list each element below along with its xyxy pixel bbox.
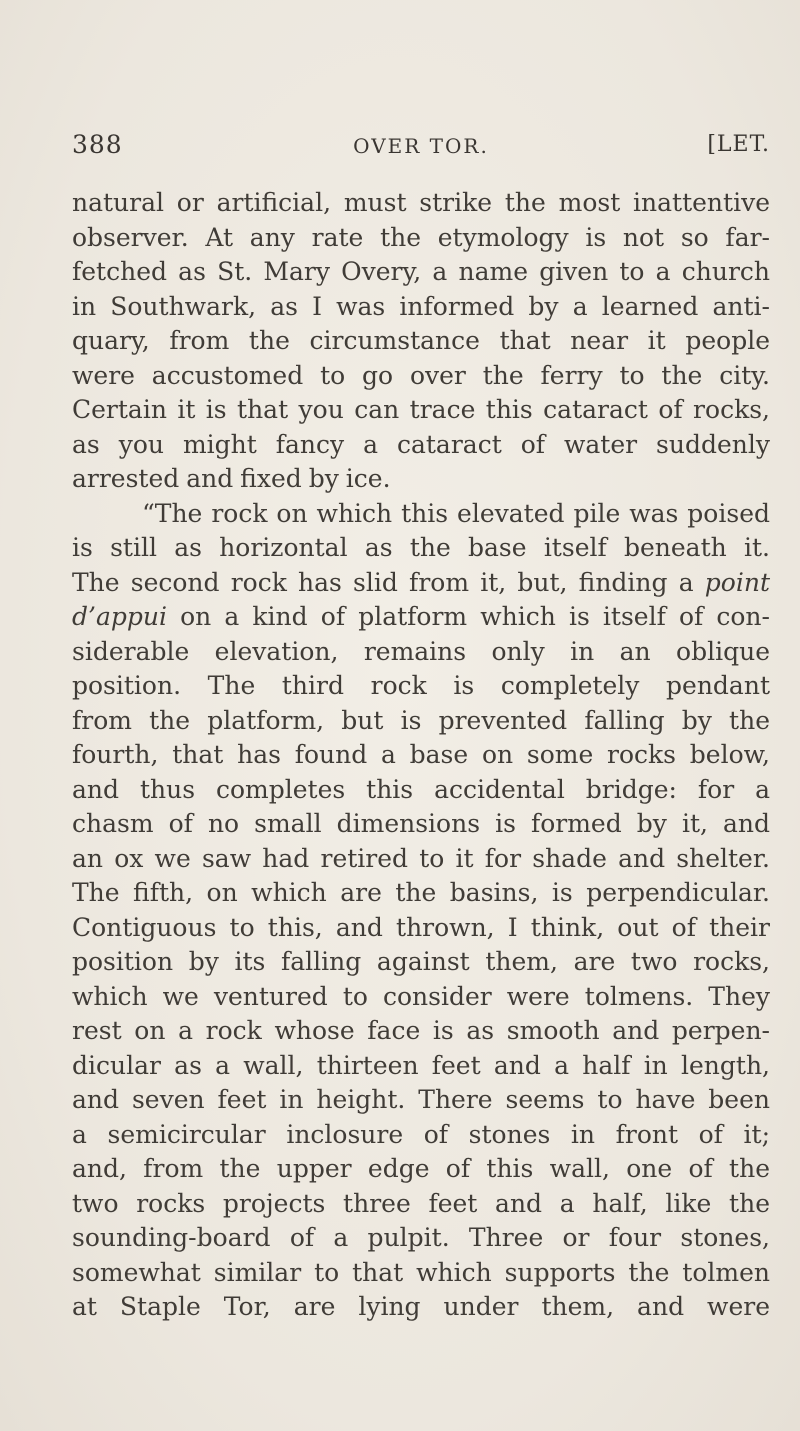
text-line: position. The third rock is completely pendant xyxy=(72,671,770,700)
text-line: is still as horizontal as the base itself beneath it. xyxy=(72,533,770,562)
text-line: The fifth, on which are the basins, is perpendicular. xyxy=(72,878,770,907)
running-head xyxy=(72,130,770,170)
text-line: from the platform, but is prevented falling by the xyxy=(72,705,770,735)
text-line: position by its falling against them, are two rocks, xyxy=(72,947,770,976)
text-line: dicular as a wall, thirteen feet and a half in length, xyxy=(72,1050,770,1080)
text-line: fourth, that has found a base on some rocks below, xyxy=(72,740,770,769)
text-line: in Southwark, as I was informed by a learned anti- xyxy=(72,291,770,321)
text-line: observer. At any rate the etymology is not so far- xyxy=(72,222,770,252)
text-line: arrested and fixed by ice. xyxy=(72,464,391,493)
text-line: and thus completes this accidental bridge: for a xyxy=(72,774,770,804)
text-line: and seven feet in height. There seems to have been xyxy=(72,1085,770,1114)
text-line: somewhat similar to that which supports the tolmen xyxy=(72,1257,770,1287)
italic-word: point xyxy=(704,567,770,597)
text-line: which we ventured to consider were tolmens. They xyxy=(72,981,770,1011)
page-number: 388 xyxy=(72,130,123,159)
text-line: Certain it is that you can trace this cataract of rocks, xyxy=(72,395,770,424)
text-line: Contiguous to this, and thrown, I think, out of their xyxy=(72,912,770,942)
running-section: [LET. xyxy=(707,132,770,157)
text-line: a semicircular inclosure of stones in front of it; xyxy=(72,1119,770,1149)
running-title: OVER TOR. xyxy=(353,134,489,158)
text-line: fetched as St. Mary Overy, a name given to a church xyxy=(72,257,770,286)
text-line: siderable elevation, remains only in an oblique xyxy=(72,636,770,666)
text-line: sounding-board of a pulpit. Three or four stones, xyxy=(72,1223,770,1252)
text-line: an ox we saw had retired to it for shade and shelter. xyxy=(72,843,770,873)
text-line: at Staple Tor, are lying under them, and were xyxy=(72,1292,770,1321)
text-fragment: The second rock has slid from it, but, finding a xyxy=(72,567,705,597)
text-line: rest on a rock whose face is as smooth and perpen- xyxy=(72,1016,770,1045)
text-line: natural or artificial, must strike the most inattentive xyxy=(72,188,770,217)
text-line: chasm of no small dimensions is formed by it, and xyxy=(72,809,770,838)
text-fragment: on a kind of platform which is itself of con- xyxy=(180,602,770,631)
text-line: as you might fancy a cataract of water suddenly xyxy=(72,429,770,459)
text-line: and, from the upper edge of this wall, one of the xyxy=(72,1154,770,1183)
text-line: quary, from the circumstance that near it people xyxy=(72,326,770,355)
body-text xyxy=(72,186,770,1325)
text-line: two rocks projects three feet and a half, like the xyxy=(72,1188,770,1218)
italic-word: d’appui xyxy=(72,602,167,631)
text-line-with-italic xyxy=(72,600,770,635)
text-line: “The rock on which this elevated pile was poised xyxy=(142,498,770,528)
text-line: were accustomed to go over the ferry to the city. xyxy=(72,360,770,390)
text-line-with-italic xyxy=(72,566,770,601)
